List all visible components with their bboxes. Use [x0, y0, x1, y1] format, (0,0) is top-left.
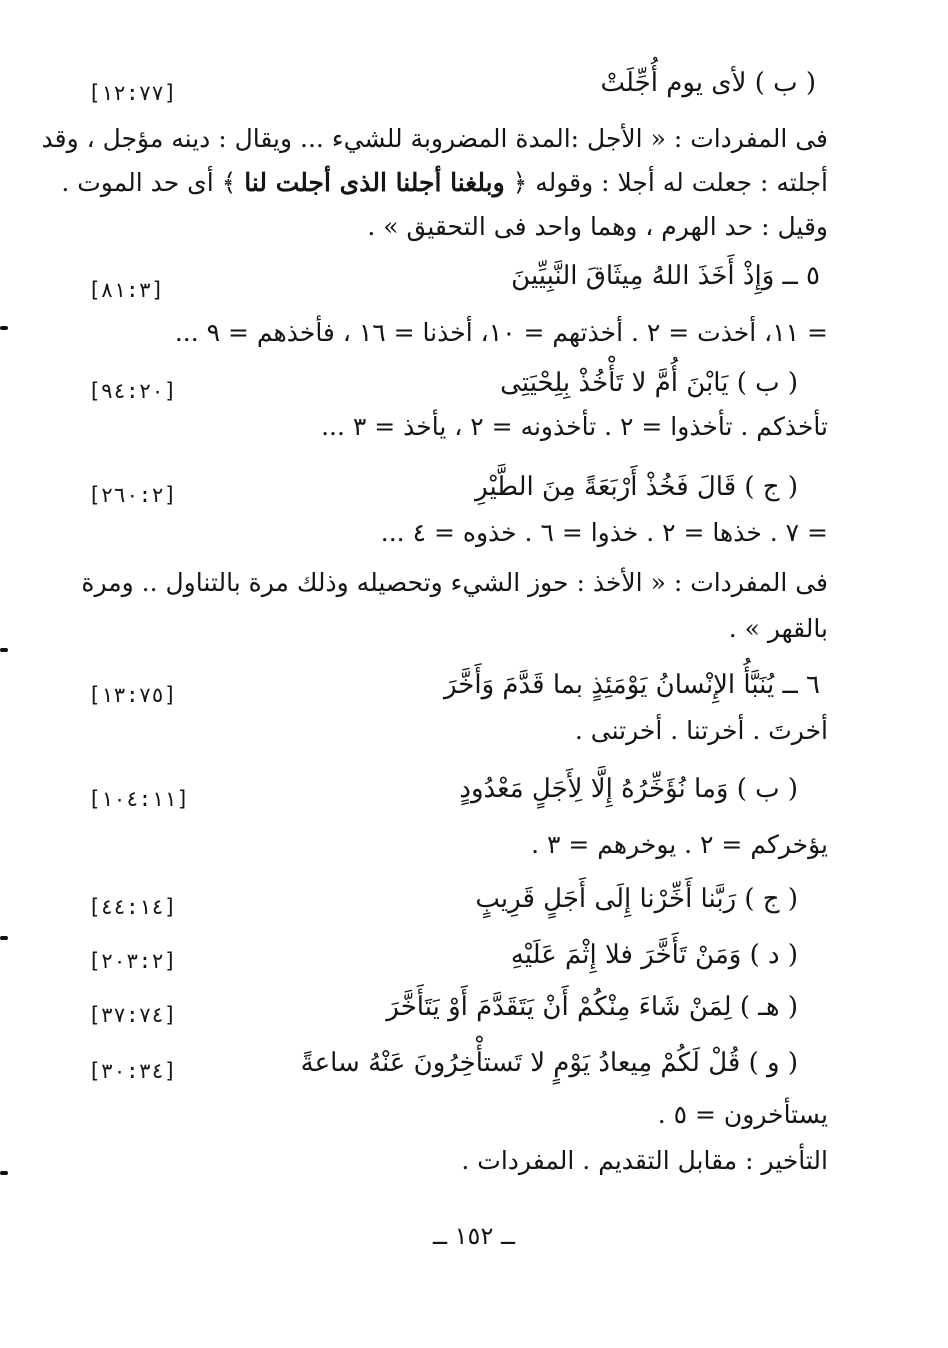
verse-reference: [٨١:٣]: [88, 278, 164, 302]
text-line: وقيل : حد الهرم ، وهما واحد فى التحقيق » .: [367, 212, 828, 241]
verse-reference: [٩٤:٢٠]: [88, 379, 177, 403]
page-number: ــ ١٥٢ ــ: [432, 1222, 516, 1250]
text-line: [61, 166, 828, 200]
text-line: فى المفردات : « الأجل :المدة المضروبة للشيء ... ويقال : دينه مؤجل ، وقد: [41, 124, 828, 153]
text-line: تأخذكم . تأخذوا = ٢ . تأخذونه = ٢ ، يأخذ = ٣ ...: [321, 412, 828, 441]
verse-reference: [١٠٤:١١]: [88, 787, 190, 811]
verse-reference: [١٢:٧٧]: [88, 81, 177, 105]
entry-line-6: ٦ ــ يُنَبَّأُ الإِنْسانُ يَوْمَئِذٍ بما قَدَّمَ وَأَخَّرَ: [443, 670, 820, 700]
text-line: بالقهر » .: [728, 614, 828, 643]
entry-line-j-fakhudh: ( ج ) قَالَ فَخُذْ أَرْبَعَةً مِنَ الطَّيْرِ: [475, 472, 798, 502]
margin-mark: [0, 326, 8, 330]
margin-mark: [0, 1171, 8, 1175]
text-line: التأخير : مقابل التقديم . المفردات .: [461, 1146, 828, 1175]
entry-line-d-taakhkhara: ( د ) وَمَنْ تَأَخَّرَ فلا إِثْمَ عَلَيْهِ: [510, 940, 798, 970]
entry-line-b-tahkudh: ( ب ) يَابْنَ أُمَّ لا تَأْخُذْ بِلِحْيَتِى: [500, 368, 798, 398]
text-fragment: أجلته : جعلت له أجلا : وقوله ﴿: [504, 168, 828, 197]
entry-line-j-akhirna: ( ج ) رَبَّنا أَخِّرْنا إِلَى أَجَلٍ قَرِيبٍ: [475, 884, 798, 914]
text-fragment: ﴾ أى حد الموت .: [61, 168, 245, 197]
text-line: يستأخرون = ٥ .: [657, 1100, 828, 1129]
quran-quote: وبلغنا أجلنا الذى أجلت لنا: [244, 168, 505, 197]
entry-line-b-ajjalat: ( ب ) لأى يوم أُجِّلَتْ: [600, 68, 816, 98]
text-line: يؤخركم = ٢ . يوخرهم = ٣ .: [531, 830, 828, 859]
entry-line-w-tastakhirun: ( و ) قُلْ لَكُمْ مِيعادُ يَوْمٍ لا تَستأْخِرُونَ عَنْهُ ساعةً: [300, 1048, 798, 1078]
verse-reference: [٢٦٠:٢]: [88, 483, 177, 507]
verse-reference: [٤٤:١٤]: [88, 895, 177, 919]
text-line: = ٧ . خذها = ٢ . خذوا = ٦ . خذوه = ٤ ...: [380, 518, 828, 547]
entry-line-h-yataqaddama: ( هـ ) لِمَنْ شَاءَ مِنْكُمْ أَنْ يَتَقَدَّمَ أَوْ يَتَأَخَّرَ: [386, 992, 798, 1022]
margin-mark: [0, 936, 8, 940]
text-line: = ١١، أخذت = ٢ . أخذتهم = ١٠، أخذنا = ١٦ ، فأخذهم = ٩ ...: [174, 318, 828, 347]
verse-reference: [٣٧:٧٤]: [88, 1003, 177, 1027]
entry-line-b-nuakhiruhu: ( ب ) وَما نُؤَخِّرُهُ إِلَّا لِأَجَلٍ مَعْدُودٍ: [459, 774, 798, 804]
verse-reference: [٣٠:٣٤]: [88, 1059, 177, 1083]
verse-reference: [٢٠٣:٢]: [88, 949, 177, 973]
verse-reference: [١٣:٧٥]: [88, 683, 177, 707]
entry-line-5: ٥ ــ وَإِذْ أَخَذَ اللهُ مِيثَاقَ النَّبِيِّينَ: [511, 261, 820, 291]
margin-mark: [0, 648, 8, 652]
text-line: فى المفردات : « الأخذ : حوز الشيء وتحصيله وذلك مرة بالتناول .. ومرة: [81, 568, 828, 597]
text-line: أخرتَ . أخرتنا . أخرتنى .: [574, 716, 828, 745]
